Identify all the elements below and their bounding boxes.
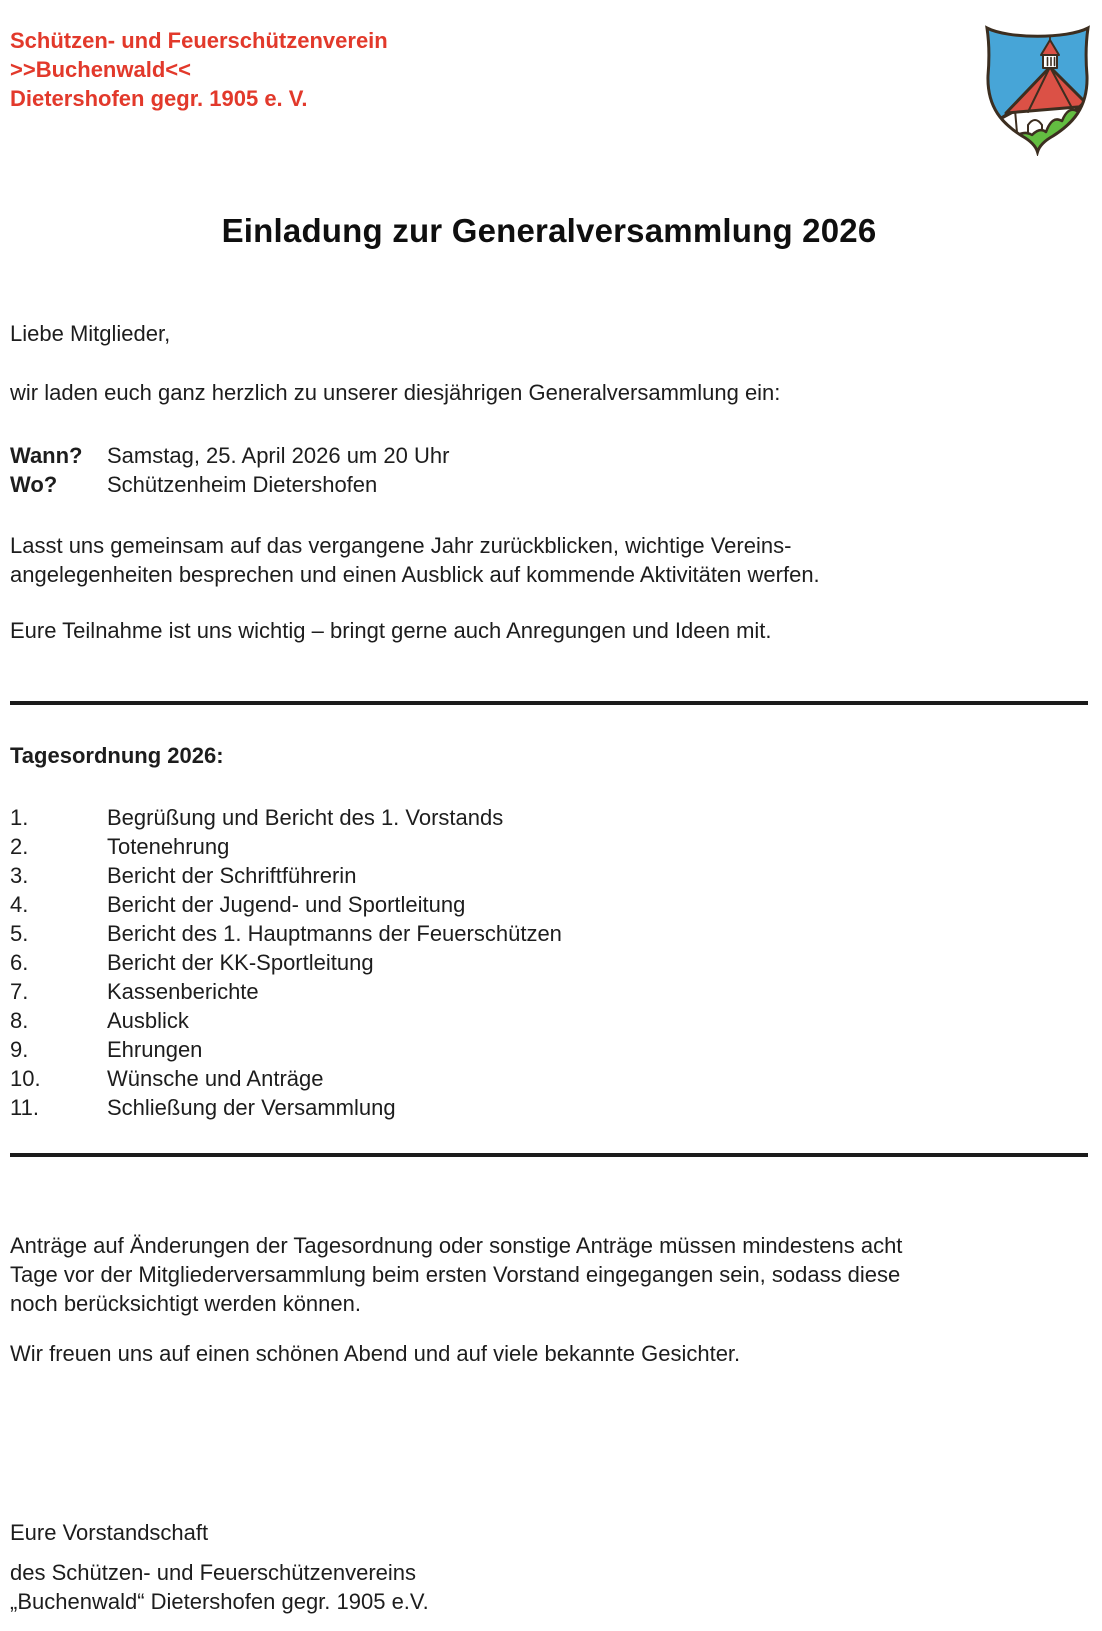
agenda-item-text: Bericht der Schriftführerin bbox=[107, 863, 357, 888]
agenda-item-number: 8. bbox=[10, 1008, 29, 1033]
salutation: Liebe Mitglieder, bbox=[10, 321, 171, 346]
agenda-item-text: Schließung der Versammlung bbox=[107, 1095, 396, 1120]
club-name-line-2: >>Buchenwald<< bbox=[10, 57, 191, 82]
agenda-item bbox=[10, 977, 1088, 1006]
review-paragraph bbox=[10, 531, 1088, 589]
section-divider-top bbox=[10, 701, 1088, 705]
motions-paragraph bbox=[10, 1231, 1088, 1318]
club-name-line-1: Schützen- und Feuerschützenverein bbox=[10, 28, 388, 53]
signature-line-1: Eure Vorstandschaft bbox=[10, 1520, 209, 1545]
motions-line-2: Tage vor der Mitgliederversammlung beim ersten Vorstand eingegangen sein, sodass diese bbox=[10, 1262, 901, 1287]
agenda-item bbox=[10, 861, 1088, 890]
agenda-item bbox=[10, 1006, 1088, 1035]
agenda-item-text: Kassenberichte bbox=[107, 979, 259, 1004]
agenda-item-text: Bericht des 1. Hauptmanns der Feuerschützen bbox=[107, 921, 562, 946]
agenda-item-number: 5. bbox=[10, 921, 29, 946]
agenda-heading: Tagesordnung 2026: bbox=[10, 743, 224, 768]
agenda-item-text: Wünsche und Anträge bbox=[107, 1066, 324, 1091]
club-name-line-3: Dietershofen gegr. 1905 e. V. bbox=[10, 86, 308, 111]
intro-line: wir laden euch ganz herzlich zu unserer diesjährigen Generalversammlung ein: bbox=[10, 380, 781, 405]
agenda-item-number: 7. bbox=[10, 979, 29, 1004]
review-line-2: angelegenheiten besprechen und einen Ausblick auf kommende Aktivitäten werfen. bbox=[10, 562, 820, 587]
signature-block bbox=[10, 1518, 1088, 1616]
club-crest-icon bbox=[982, 20, 1093, 156]
when-row bbox=[10, 441, 1088, 470]
agenda-item bbox=[10, 919, 1088, 948]
agenda-item bbox=[10, 832, 1088, 861]
when-label: Wann? bbox=[10, 443, 83, 468]
agenda-item-text: Totenehrung bbox=[107, 834, 230, 859]
agenda-item-text: Ehrungen bbox=[107, 1037, 203, 1062]
club-name-block bbox=[10, 0, 1088, 113]
agenda-item-text: Bericht der Jugend- und Sportleitung bbox=[107, 892, 466, 917]
signature-line-3: „Buchenwald“ Dietershofen gegr. 1905 e.V. bbox=[10, 1589, 429, 1614]
where-value: Schützenheim Dietershofen bbox=[107, 472, 378, 497]
where-label: Wo? bbox=[10, 472, 58, 497]
agenda-item-text: Ausblick bbox=[107, 1008, 189, 1033]
agenda-item bbox=[10, 1064, 1088, 1093]
agenda-item bbox=[10, 890, 1088, 919]
agenda-item-number: 2. bbox=[10, 834, 29, 859]
agenda-item-text: Bericht der KK-Sportleitung bbox=[107, 950, 374, 975]
motions-line-3: noch berücksichtigt werden können. bbox=[10, 1291, 361, 1316]
agenda-item bbox=[10, 948, 1088, 977]
signature-line-2: des Schützen- und Feuerschützenvereins bbox=[10, 1560, 417, 1585]
when-where-block bbox=[10, 441, 1088, 499]
page-title: Einladung zur Generalversammlung 2026 bbox=[221, 212, 877, 249]
agenda-list bbox=[10, 803, 1088, 1122]
agenda-item-number: 10. bbox=[10, 1066, 41, 1091]
motions-line-1: Anträge auf Änderungen der Tagesordnung oder sonstige Anträge müssen mindestens acht bbox=[10, 1233, 903, 1258]
when-value: Samstag, 25. April 2026 um 20 Uhr bbox=[107, 443, 450, 468]
agenda-item bbox=[10, 1035, 1088, 1064]
agenda-item-number: 6. bbox=[10, 950, 29, 975]
where-row bbox=[10, 470, 1088, 499]
section-divider-bottom bbox=[10, 1153, 1088, 1157]
agenda-item-number: 11. bbox=[10, 1095, 39, 1120]
agenda-item-number: 1. bbox=[10, 805, 29, 830]
closing-remark: Wir freuen uns auf einen schönen Abend und auf viele bekannte Gesichter. bbox=[10, 1341, 741, 1366]
agenda-item bbox=[10, 803, 1088, 832]
participation-line: Eure Teilnahme ist uns wichtig – bringt gerne auch Anregungen und Ideen mit. bbox=[10, 618, 772, 643]
agenda-item bbox=[10, 1093, 1088, 1122]
agenda-item-text: Begrüßung und Bericht des 1. Vorstands bbox=[107, 805, 504, 830]
agenda-item-number: 9. bbox=[10, 1037, 29, 1062]
agenda-item-number: 3. bbox=[10, 863, 29, 888]
review-line-1: Lasst uns gemeinsam auf das vergangene Jahr zurückblicken, wichtige Vereins- bbox=[10, 533, 792, 558]
agenda-item-number: 4. bbox=[10, 892, 29, 917]
